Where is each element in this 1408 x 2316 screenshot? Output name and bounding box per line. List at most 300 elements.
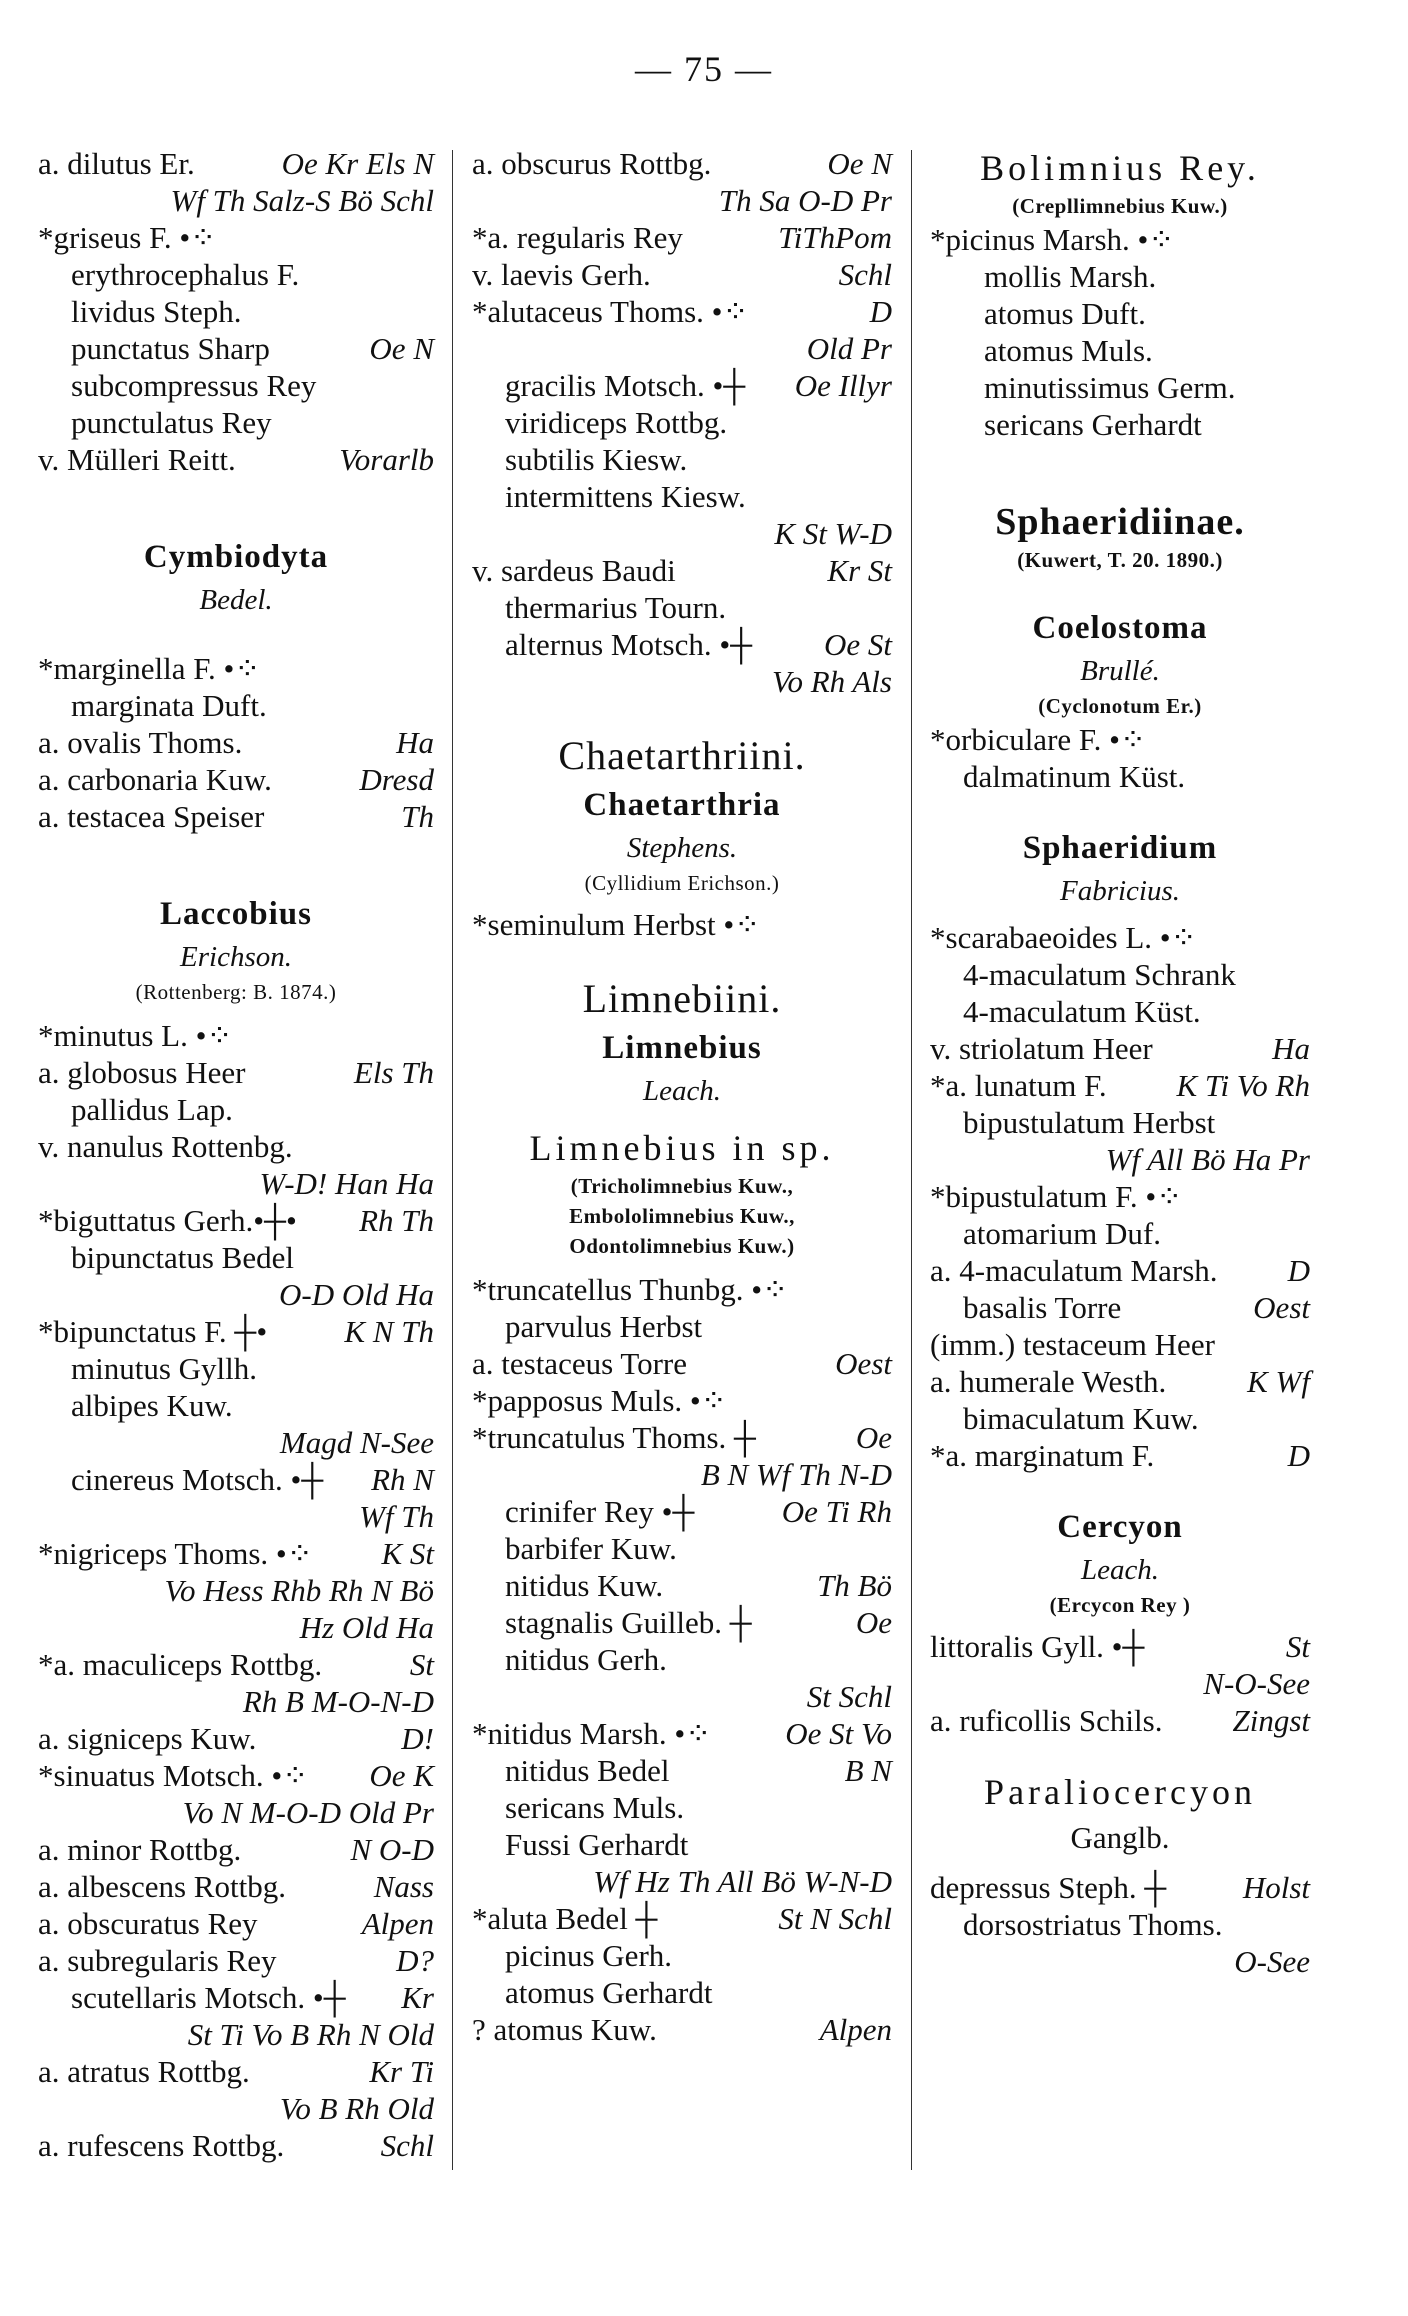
species-name: *bipustulatum F. •⁘ (930, 1179, 1183, 1214)
species-entry (930, 1030, 1310, 1067)
species-entry (38, 1942, 434, 1979)
species-entry (38, 1387, 434, 1424)
species-entry (38, 441, 434, 478)
distribution: O-D Old Ha (279, 1277, 434, 1312)
species-entry (38, 1054, 434, 1091)
subfamily-note: (Kuwert, T. 20. 1890.) (1017, 548, 1223, 572)
species-entry (472, 367, 892, 404)
species-entry (38, 1017, 434, 1054)
distribution: Vo B Rh Old (279, 2091, 434, 2126)
species-entry (472, 1456, 892, 1493)
distribution: Oe (855, 1420, 892, 1455)
species-entry (472, 1752, 892, 1789)
species-entry (472, 256, 892, 293)
species-entry (930, 1702, 1310, 1739)
species-entry (38, 724, 434, 761)
distribution: Rh B M-O-N-D (242, 1684, 434, 1719)
species-entry (472, 330, 892, 367)
distribution: Schl (380, 2128, 434, 2163)
species-entry (38, 145, 434, 182)
species-entry (930, 1141, 1310, 1178)
column-1 (38, 145, 434, 2164)
species-entry (472, 1308, 892, 1345)
column-divider-2 (911, 150, 912, 2170)
distribution: Rh N (371, 1462, 434, 1497)
species-entry (930, 1906, 1310, 1943)
species-name: *griseus F. •⁘ (38, 220, 217, 255)
species-name: gracilis Motsch. •┼ (505, 368, 746, 403)
distribution: D (869, 294, 892, 329)
subgenus-note: Odontolimnebius Kuw.) (569, 1234, 795, 1258)
species-name: a. obscuratus Rey (38, 1906, 258, 1941)
species-name: a. dilutus Er. (38, 146, 195, 181)
distribution: Holst (1242, 1870, 1310, 1905)
species-name: a. carbonaria Kuw. (38, 762, 272, 797)
species-name: bipunctatus Bedel (71, 1240, 294, 1275)
species-name: *bipunctatus F. ┼• (38, 1314, 268, 1349)
column-3 (930, 145, 1310, 1980)
species-entry (38, 1720, 434, 1757)
species-entry (38, 2016, 434, 2053)
species-entry (38, 687, 434, 724)
species-name: ? atomus Kuw. (472, 2012, 657, 2047)
distribution: D (1287, 1253, 1310, 1288)
species-name: bimaculatum Kuw. (963, 1401, 1199, 1436)
species-name: barbifer Kuw. (505, 1531, 677, 1566)
genus-heading: Limnebius (602, 1030, 762, 1066)
species-name: a. atratus Rottbg. (38, 2054, 250, 2089)
species-entry (930, 1665, 1310, 1702)
species-entry (38, 1202, 434, 1239)
species-entry (38, 219, 434, 256)
genus-heading: Cymbiodyta (143, 539, 329, 575)
genus-heading: Cercyon (1057, 1509, 1183, 1545)
genus-author: Leach. (642, 1075, 722, 1107)
distribution: Ha (1272, 1031, 1310, 1066)
species-entry (472, 2011, 892, 2048)
species-entry (930, 758, 1310, 795)
species-entry (472, 1974, 892, 2011)
distribution: Kr St (827, 553, 892, 588)
species-name: *a. maculiceps Rottbg. (38, 1647, 323, 1682)
species-entry (38, 1461, 434, 1498)
species-name: v. Mülleri Reitt. (38, 442, 236, 477)
species-entry (472, 404, 892, 441)
species-name: a. testacea Speiser (38, 799, 265, 834)
distribution: Old Pr (806, 331, 892, 366)
genus-author: Erichson. (180, 941, 292, 973)
species-entry (472, 182, 892, 219)
species-name: a. globosus Heer (38, 1055, 246, 1090)
species-entry (472, 1789, 892, 1826)
distribution: K St W-D (774, 516, 892, 551)
distribution: Oe N (369, 331, 434, 366)
species-entry (472, 1863, 892, 1900)
species-name: *scarabaeoides L. •⁘ (930, 920, 1197, 955)
species-name: *a. marginatum F. (930, 1438, 1155, 1473)
genus-note: (Crepllimnebius Kuw.) (1012, 194, 1228, 218)
distribution: Oest (835, 1346, 892, 1381)
species-name: v. striolatum Heer (930, 1031, 1153, 1066)
species-name: *alutaceus Thoms. •⁘ (472, 294, 749, 329)
distribution: Th (401, 799, 434, 834)
subgenus-note: (Tricholimnebius Kuw., (570, 1174, 794, 1198)
species-name: atomus Muls. (984, 333, 1153, 368)
distribution: Magd N-See (279, 1425, 434, 1460)
distribution: N-O-See (1203, 1666, 1310, 1701)
genus-note: (Cyllidium Erichson.) (584, 871, 780, 895)
species-name: v. laevis Gerh. (472, 257, 651, 292)
species-entry (930, 1400, 1310, 1437)
genus-author: Leach. (1080, 1554, 1160, 1586)
species-entry (38, 1979, 434, 2016)
distribution: St N Schl (778, 1901, 892, 1936)
distribution: Wf Th Salz-S Bö Schl (170, 183, 434, 218)
species-name: 4-maculatum Schrank (963, 957, 1236, 992)
species-name: *picinus Marsh. •⁘ (930, 222, 1175, 257)
species-entry (472, 1382, 892, 1419)
species-entry (930, 258, 1310, 295)
species-entry (38, 1239, 434, 1276)
species-name: *marginella F. •⁘ (38, 651, 261, 686)
species-name: minutus Gyllh. (71, 1351, 258, 1386)
species-name: a. minor Rottbg. (38, 1832, 242, 1867)
species-entry (930, 1869, 1310, 1906)
distribution: Oe N (827, 146, 892, 181)
distribution: Wf Hz Th All Bö W-N-D (593, 1864, 892, 1899)
species-name: dorsostriatus Thoms. (963, 1907, 1223, 1942)
species-list (472, 906, 892, 943)
species-entry (472, 589, 892, 626)
species-name: a. rufescens Rottbg. (38, 2128, 285, 2163)
species-list (930, 221, 1310, 443)
species-entry (472, 552, 892, 589)
distribution: Dresd (359, 762, 434, 797)
species-name: atomus Gerhardt (505, 1975, 713, 2010)
species-entry (38, 1868, 434, 1905)
species-name: a. subregularis Rey (38, 1943, 277, 1978)
species-entry (38, 2090, 434, 2127)
species-name: Fussi Gerhardt (505, 1827, 689, 1862)
species-entry (930, 993, 1310, 1030)
species-entry (38, 1794, 434, 1831)
species-list (472, 145, 892, 700)
species-entry (930, 1628, 1310, 1665)
species-name: pallidus Lap. (71, 1092, 233, 1127)
distribution: Oe Illyr (794, 368, 892, 403)
species-entry (472, 1604, 892, 1641)
species-name: scutellaris Motsch. •┼ (71, 1980, 346, 2015)
distribution: Oe K (369, 1758, 434, 1793)
species-entry (38, 330, 434, 367)
species-name: a. ruficollis Schils. (930, 1703, 1163, 1738)
species-name: nitidus Kuw. (505, 1568, 664, 1603)
species-entry (38, 1165, 434, 1202)
species-entry (930, 1067, 1310, 1104)
genus-author: Brullé. (1080, 655, 1160, 687)
species-name: a. obscurus Rottbg. (472, 146, 712, 181)
distribution: K N Th (344, 1314, 434, 1349)
species-name: mollis Marsh. (984, 259, 1157, 294)
species-name: *papposus Muls. •⁘ (472, 1383, 727, 1418)
distribution: D (1287, 1438, 1310, 1473)
species-entry (38, 1572, 434, 1609)
species-name: *nigriceps Thoms. •⁘ (38, 1536, 313, 1571)
genus-heading: Sphaeridium (1022, 830, 1218, 866)
species-name: stagnalis Guilleb. ┼ (505, 1605, 752, 1640)
species-name: atomus Duft. (984, 296, 1146, 331)
column-2 (472, 145, 892, 2048)
species-entry (38, 1128, 434, 1165)
species-entry (472, 219, 892, 256)
species-entry (930, 332, 1310, 369)
distribution: Vo Rh Als (772, 664, 892, 699)
distribution: Rh Th (359, 1203, 434, 1238)
species-list (930, 1628, 1310, 1739)
distribution: Zingst (1232, 1703, 1310, 1738)
distribution: Hz Old Ha (299, 1610, 434, 1645)
species-entry (38, 1276, 434, 1313)
species-entry (38, 293, 434, 330)
species-name: *sinuatus Motsch. •⁘ (38, 1758, 309, 1793)
species-name: (imm.) testaceum Heer (930, 1327, 1215, 1362)
species-list (930, 919, 1310, 1474)
species-entry (38, 1683, 434, 1720)
species-entry (930, 1363, 1310, 1400)
species-name: nitidus Bedel (505, 1753, 670, 1788)
genus-heading: Coelostoma (1032, 610, 1208, 646)
species-entry (472, 1641, 892, 1678)
distribution: Oe (855, 1605, 892, 1640)
species-name: a. testaceus Torre (472, 1346, 688, 1381)
species-list (930, 721, 1310, 795)
species-entry (38, 798, 434, 835)
species-entry (472, 626, 892, 663)
distribution: Th Bö (817, 1568, 892, 1603)
species-name: parvulus Herbst (505, 1309, 703, 1344)
species-entry (472, 1937, 892, 1974)
distribution: K Ti Vo Rh (1176, 1068, 1310, 1103)
species-name: sericans Muls. (505, 1790, 685, 1825)
species-name: marginata Duft. (71, 688, 267, 723)
distribution: TiThPom (778, 220, 892, 255)
genus-author: Stephens. (626, 832, 738, 864)
species-name: a. albescens Rottbg. (38, 1869, 286, 1904)
species-entry (930, 919, 1310, 956)
species-entry (930, 956, 1310, 993)
species-name: *truncatulus Thoms. ┼ (472, 1420, 757, 1455)
species-entry (472, 1900, 892, 1937)
species-entry (472, 478, 892, 515)
species-name: thermarius Tourn. (505, 590, 727, 625)
distribution: St (1285, 1629, 1310, 1664)
genus-note: (Cyclonotum Er.) (1038, 694, 1202, 718)
distribution: Oe Kr Els N (281, 146, 434, 181)
species-list (38, 145, 434, 478)
species-name: dalmatinum Küst. (963, 759, 1186, 794)
species-entry (472, 906, 892, 943)
species-name: viridiceps Rottbg. (505, 405, 728, 440)
distribution: K Wf (1247, 1364, 1310, 1399)
distribution: Alpen (819, 2012, 892, 2047)
genus-heading: Paraliocercyon (984, 1772, 1256, 1812)
species-entry (472, 1493, 892, 1530)
species-entry (38, 1609, 434, 1646)
species-entry (472, 1826, 892, 1863)
species-list (930, 1869, 1310, 1980)
species-entry (38, 650, 434, 687)
species-name: subcompressus Rey (71, 368, 317, 403)
species-entry (472, 1345, 892, 1382)
genus-heading: Bolimnius Rey. (980, 148, 1260, 188)
distribution: Kr (401, 1980, 434, 2015)
distribution: Ha (396, 725, 434, 760)
species-entry (38, 1905, 434, 1942)
species-entry (930, 1943, 1310, 1980)
species-name: a. ovalis Thoms. (38, 725, 243, 760)
species-entry (472, 1419, 892, 1456)
distribution: B N (844, 1753, 892, 1788)
species-entry (930, 721, 1310, 758)
species-entry (38, 2053, 434, 2090)
species-entry (472, 515, 892, 552)
subgenus-heading: Limnebius in sp. (529, 1128, 835, 1168)
species-entry (472, 293, 892, 330)
genus-heading: Chaetarthria (583, 787, 781, 823)
species-entry (38, 2127, 434, 2164)
tribe-heading: Chaetarthriini. (558, 733, 806, 778)
genus-author: Ganglb. (1070, 1820, 1170, 1855)
species-name: punctulatus Rey (71, 405, 272, 440)
species-name: *biguttatus Gerh.•┼• (38, 1203, 297, 1238)
distribution: D! (401, 1721, 434, 1756)
species-name: littoralis Gyll. •┼ (930, 1629, 1145, 1664)
species-entry (38, 1424, 434, 1461)
species-name: basalis Torre (963, 1290, 1122, 1325)
species-entry (472, 1567, 892, 1604)
distribution: W-D! Han Ha (259, 1166, 434, 1201)
species-entry (472, 1271, 892, 1308)
species-name: v. nanulus Rottenbg. (38, 1129, 293, 1164)
distribution: Alpen (361, 1906, 434, 1941)
species-name: *a. regularis Rey (472, 220, 683, 255)
species-entry (930, 1215, 1310, 1252)
species-entry (930, 1437, 1310, 1474)
genus-author: Bedel. (199, 584, 273, 616)
species-name: *orbiculare F. •⁘ (930, 722, 1146, 757)
species-entry (930, 1326, 1310, 1363)
species-entry (930, 221, 1310, 258)
species-name: *nitidus Marsh. •⁘ (472, 1716, 712, 1751)
species-entry (38, 404, 434, 441)
species-entry (930, 406, 1310, 443)
subfamily-heading: Sphaeridiinae. (995, 501, 1245, 543)
species-entry (38, 1646, 434, 1683)
distribution: O-See (1234, 1944, 1310, 1979)
species-name: nitidus Gerh. (505, 1642, 667, 1677)
distribution: St Schl (806, 1679, 892, 1714)
distribution: Wf All Bö Ha Pr (1105, 1142, 1310, 1177)
species-entry (930, 1289, 1310, 1326)
species-entry (38, 1831, 434, 1868)
species-name: subtilis Kiesw. (505, 442, 688, 477)
species-name: picinus Gerh. (505, 1938, 673, 1973)
species-name: atomarium Duf. (963, 1216, 1162, 1251)
species-name: *truncatellus Thunbg. •⁘ (472, 1272, 789, 1307)
distribution: Vo N M-O-D Old Pr (182, 1795, 434, 1830)
species-entry (472, 441, 892, 478)
tribe-heading: Limnebiini. (582, 976, 782, 1021)
species-name: *a. lunatum F. (930, 1068, 1107, 1103)
distribution: B N Wf Th N-D (700, 1457, 892, 1492)
species-list (38, 650, 434, 835)
species-entry (38, 1535, 434, 1572)
species-name: a. signiceps Kuw. (38, 1721, 257, 1756)
species-name: a. humerale Westh. (930, 1364, 1167, 1399)
species-name: minutissimus Germ. (984, 370, 1236, 405)
species-name: albipes Kuw. (71, 1388, 233, 1423)
species-entry (472, 1678, 892, 1715)
species-name: *seminulum Herbst •⁘ (472, 907, 761, 942)
page-number: — 75 — (635, 49, 773, 89)
species-entry (38, 367, 434, 404)
distribution: K St (381, 1536, 434, 1571)
species-entry (472, 1530, 892, 1567)
distribution: Oest (1253, 1290, 1310, 1325)
distribution: Wf Th (359, 1499, 434, 1534)
genus-author: Fabricius. (1059, 875, 1181, 907)
species-name: erythrocephalus F. (71, 257, 300, 292)
species-name: bipustulatum Herbst (963, 1105, 1216, 1140)
species-name: cinereus Motsch. •┼ (71, 1462, 324, 1497)
distribution: N O-D (350, 1832, 434, 1867)
subgenus-note: Embololimnebius Kuw., (569, 1204, 795, 1228)
species-name: *aluta Bedel ┼ (472, 1901, 658, 1936)
species-name: 4-maculatum Küst. (963, 994, 1201, 1029)
species-entry (38, 1757, 434, 1794)
distribution: Vo Hess Rhb Rh N Bö (164, 1573, 434, 1608)
genus-heading: Laccobius (159, 896, 313, 932)
distribution: Kr Ti (369, 2054, 434, 2089)
species-entry (472, 145, 892, 182)
distribution: Oe St (823, 627, 892, 662)
distribution: D? (396, 1943, 434, 1978)
distribution: Els Th (353, 1055, 434, 1090)
species-entry (472, 1715, 892, 1752)
species-entry (38, 182, 434, 219)
species-list (472, 1271, 892, 2048)
species-entry (38, 256, 434, 293)
species-list (38, 1017, 434, 2164)
column-divider-1 (452, 150, 453, 2170)
species-entry (930, 369, 1310, 406)
species-name: depressus Steph. ┼ (930, 1870, 1167, 1905)
distribution: Th Sa O-D Pr (718, 183, 892, 218)
distribution: Nass (373, 1869, 434, 1904)
genus-note: (Rottenberg: B. 1874.) (135, 980, 337, 1004)
species-name: a. 4-maculatum Marsh. (930, 1253, 1218, 1288)
distribution: Oe Ti Rh (781, 1494, 892, 1529)
distribution: Schl (838, 257, 892, 292)
species-entry (930, 1178, 1310, 1215)
species-entry (38, 1091, 434, 1128)
species-entry (930, 1252, 1310, 1289)
species-name: v. sardeus Baudi (472, 553, 676, 588)
species-entry (38, 761, 434, 798)
species-name: lividus Steph. (71, 294, 242, 329)
species-entry (930, 295, 1310, 332)
species-entry (38, 1313, 434, 1350)
